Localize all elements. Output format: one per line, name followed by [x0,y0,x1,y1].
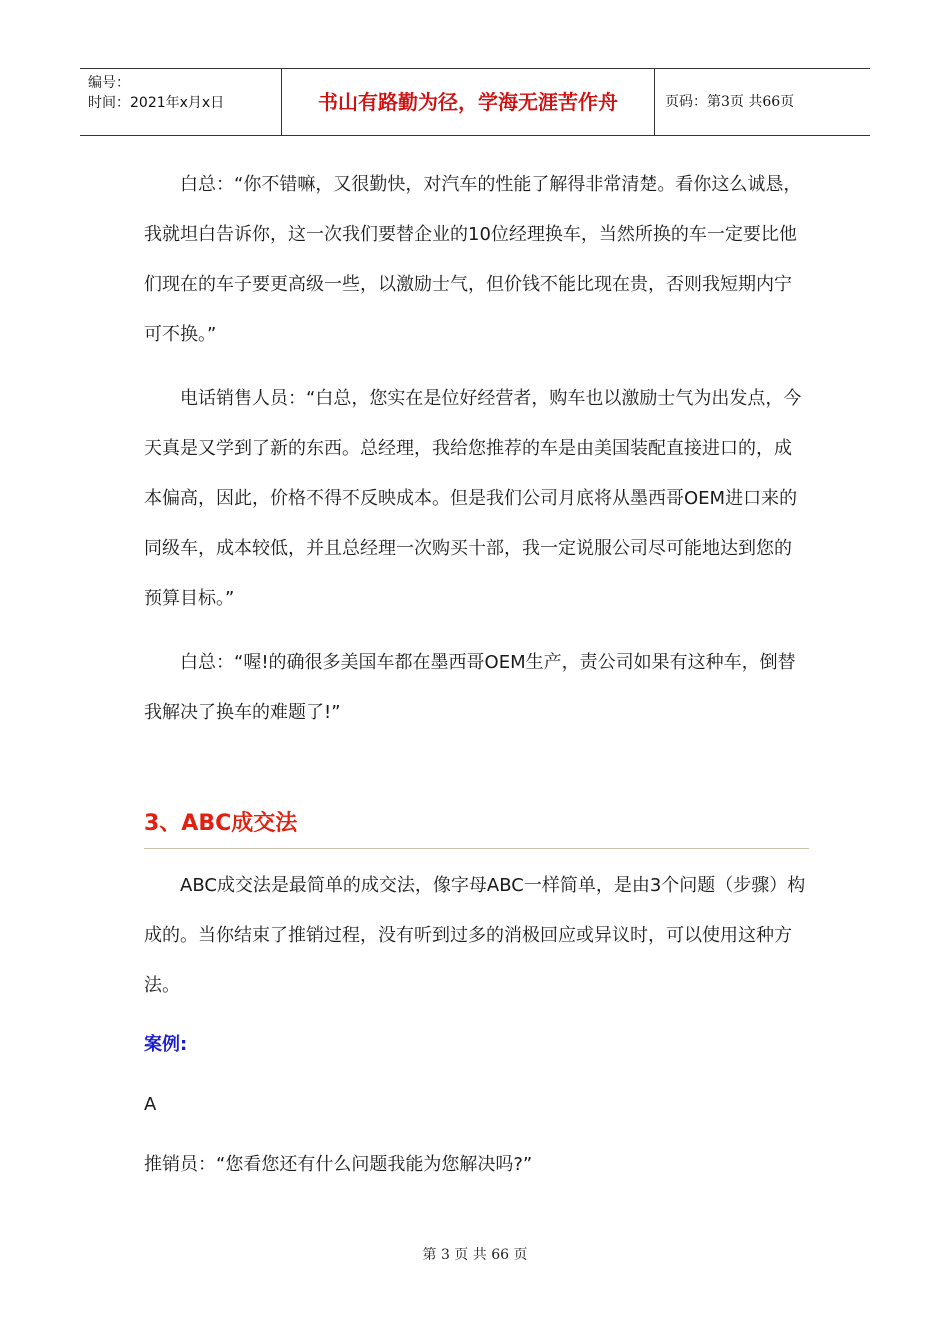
document-date-label: 时间：2021年x月x日 [88,95,225,111]
body-paragraph: 电话销售人员：“白总，您实在是位好经营者，购车也以激励士气为出发点，今天真是又学到了新的东西。总经理，我给您推荐的车是由美国装配直接进口的，成本偏高，因此，价格不得不反映成本。但是我们公司月底将从墨西哥OEM进口来的同级车，成本较低，并且总经理一次购买十部，我一定说服公司尽可能地达到您的预算目标。” [144,388,802,609]
page-footer: 第 3 页 共 66 页 [422,1247,528,1263]
step-label: A [144,1094,157,1115]
header-divider-right [654,69,655,135]
document-body [144,160,809,1185]
dialog-line: 推销员：“您看您还有什么问题我能为您解决吗?” [144,1154,533,1175]
page-header [80,68,870,136]
header-motto: 书山有路勤为径，学海无涯苦作舟 [318,90,618,114]
header-meta [88,73,278,113]
body-paragraph: 白总：“喔!的确很多美国车都在墨西哥OEM生产，责公司如果有这种车，倒替我解决了换车的难题了!” [144,652,796,723]
body-paragraph: 白总：“你不错嘛，又很勤快，对汽车的性能了解得非常清楚。看你这么诚恳，我就坦白告诉你，这一次我们要替企业的10位经理换车，当然所换的车一定要比他们现在的车子要更高级一些，以激励士气，但价钱不能比现在贵，否则我短期内宁可不换。” [144,174,802,345]
document-number-label: 编号： [88,75,130,91]
section-paragraph: ABC成交法是最简单的成交法，像字母ABC一样简单，是由3个问题（步骤）构成的。当你结束了推销过程，没有听到过多的消极回应或异议时，可以使用这种方法。 [144,875,806,996]
section-heading: 3、ABC成交法 [144,806,809,849]
header-page-info: 页码：第3页 共66页 [665,94,795,110]
case-label: 案例: [144,1034,188,1055]
